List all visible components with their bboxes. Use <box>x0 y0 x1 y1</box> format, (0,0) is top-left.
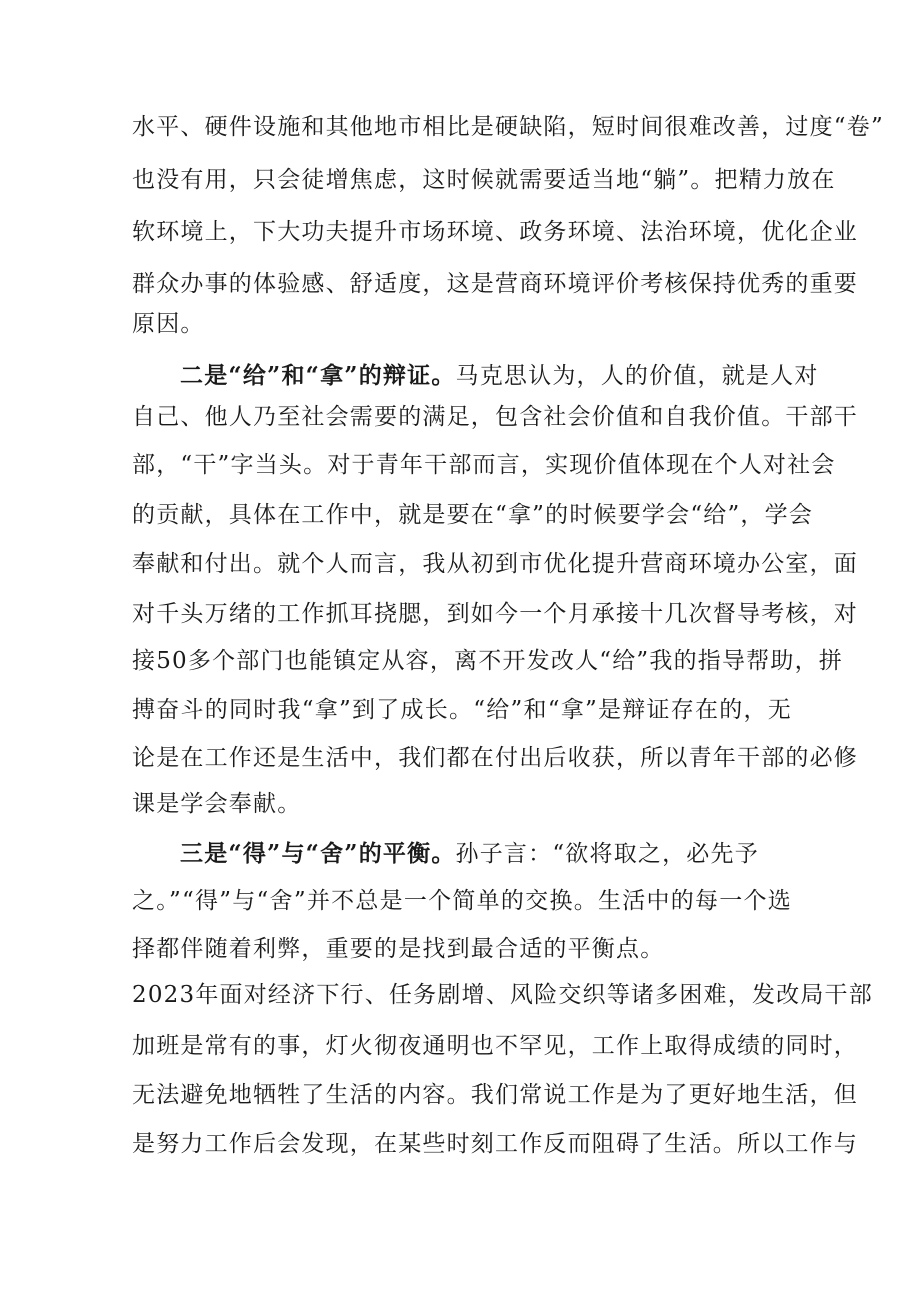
paragraph-heading: 二是“给”和“拿”的辩证。 <box>180 362 456 389</box>
text-line: 无法避免地牺牲了生活的内容。我们常说工作是为了更好地生活，但 <box>132 1082 858 1108</box>
text-span: 孙子言：“欲将取之，必先予 <box>455 841 759 867</box>
text-line: 择都伴随着利弊，重要的是找到最合适的平衡点。 <box>132 936 665 962</box>
text-line: 之。”“得”与“舍”并不总是一个简单的交换。生活中的每一个选 <box>132 888 792 914</box>
text-line: 2023年面对经济下行、任务剧增、风险交织等诸多困难，发改局干部 <box>132 982 873 1008</box>
text-line: 软环境上，下大功夫提升市场环境、政务环境、法治环境，优化企业 <box>132 219 858 245</box>
text-line: 部，“干”字当头。对于青年干部而言，实现价值体现在个人对社会 <box>132 452 836 478</box>
text-line: 加班是常有的事，灯火彻夜通明也不罕见，工作上取得成绩的同时， <box>132 1033 858 1059</box>
text-line: 奉献和付出。就个人而言，我从初到市优化提升营商环境办公室，面 <box>132 551 858 577</box>
text-line: 是努力工作后会发现，在某些时刻工作反而阻碍了生活。所以工作与 <box>132 1131 858 1157</box>
text-line: 论是在工作还是生活中，我们都在付出后收获，所以青年干部的必修 <box>132 745 858 771</box>
text-line: 的贡献，具体在工作中，就是要在“拿”的时候要学会“给”，学会 <box>132 502 814 528</box>
text-line: 对千头万绪的工作抓耳挠腮，到如今一个月承接十几次督导考核，对 <box>132 601 858 627</box>
text-line: 课是学会奉献。 <box>132 791 302 817</box>
text-line: 也没有用，只会徒增焦虑，这时候就需要适当地“躺”。把精力放在 <box>132 167 836 193</box>
text-line: 自己、他人乃至社会需要的满足，包含社会价值和自我价值。干部干 <box>132 404 858 430</box>
paragraph-first-line <box>180 834 759 874</box>
text-line: 群众办事的体验感、舒适度，这是营商环境评价考核保持优秀的重要 <box>132 271 858 297</box>
text-span: 马克思认为，人的价值，就是人对 <box>455 363 819 389</box>
text-line: 搏奋斗的同时我“拿”到了成长。“给”和“拿”是辩证存在的，无 <box>132 697 792 723</box>
text-line: 接50多个部门也能镇定从容，离不开发改人“给”我的指导帮助，拼 <box>132 648 843 674</box>
paragraph-first-line <box>180 356 819 396</box>
text-line: 原因。 <box>132 311 205 337</box>
paragraph-heading: 三是“得”与“舍”的平衡。 <box>180 840 456 867</box>
text-line: 水平、硬件设施和其他地市相比是硬缺陷，短时间很难改善，过度“卷” <box>132 114 884 140</box>
